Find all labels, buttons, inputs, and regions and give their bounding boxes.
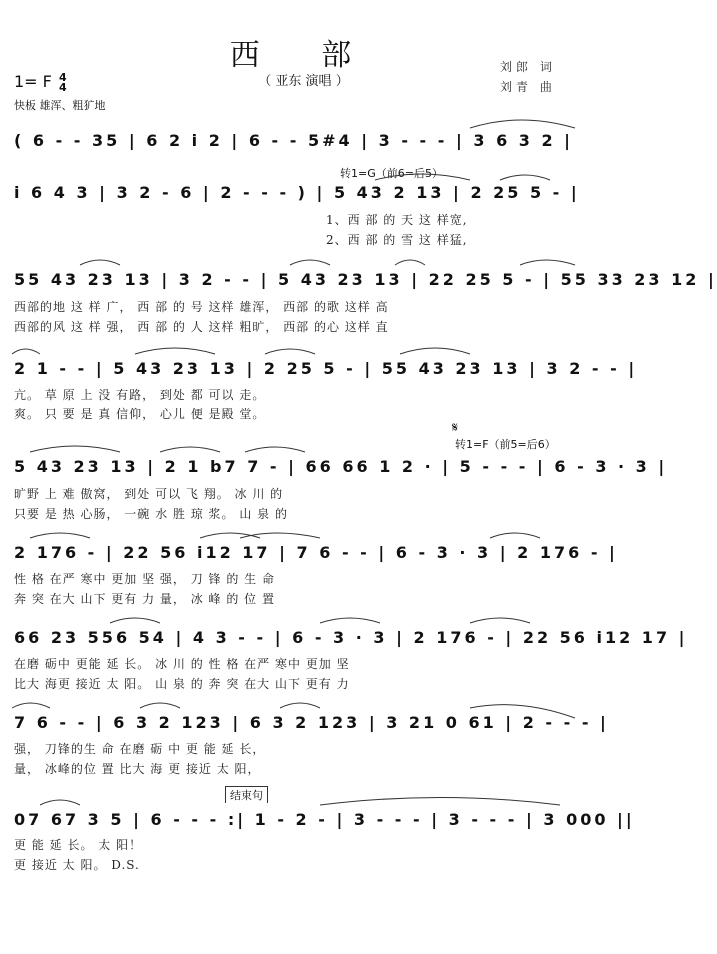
row-8-lyric-1: 强， 刀锋的生 命 在磨 砺 中 更 能 延 长， bbox=[14, 742, 266, 756]
tie-arc bbox=[470, 705, 575, 718]
ending-box: 结束句 bbox=[225, 786, 268, 803]
row-4-notes: 2 1 - - | 5 43 23 13 | 2 25 5 - | 55 43 23 13 | 3 2 - - | bbox=[14, 359, 638, 378]
tie-arc bbox=[30, 446, 120, 452]
singer-note: （ 亚东 演唱 ） bbox=[258, 74, 349, 89]
tie-arc bbox=[320, 798, 560, 806]
time-bottom: 4 bbox=[58, 80, 67, 94]
row-9-notes: 07 67 3 5 | 6 - - - :| 1 - 2 - | 3 - - - | 3 - - - | 3 000 || bbox=[14, 810, 635, 829]
row-7-lyric-1: 在磨 砺中 更能 延 长。 冰 川 的 性 格 在严 寒中 更加 坚 bbox=[14, 657, 350, 671]
tie-arc bbox=[135, 348, 215, 354]
key-label: 1= F bbox=[14, 72, 52, 91]
row-3-notes: 55 43 23 13 | 3 2 - - | 5 43 23 13 | 22 25 5 - | 55 33 23 12 | bbox=[14, 270, 717, 289]
tie-arc bbox=[265, 349, 315, 354]
row-6-lyric-2: 奔 突 在大 山下 更有 力 量， 冰 峰 的 位 置 bbox=[14, 592, 275, 606]
tie-arc bbox=[280, 703, 320, 708]
tie-arc bbox=[395, 260, 425, 265]
tie-arc bbox=[320, 618, 380, 623]
tie-arc bbox=[245, 447, 305, 452]
tie-arc bbox=[470, 618, 530, 623]
row-4-lyric-2: 爽。 只 要 是 真 信仰， 心儿 便 是殿 堂。 bbox=[14, 407, 266, 421]
row-4-lyric-1: 亢。 草 原 上 没 有路， 到处 都 可以 走。 bbox=[14, 388, 266, 402]
tie-arc bbox=[12, 703, 50, 708]
row-7-notes: 66 23 556 54 | 4 3 - - | 6 - 3 · 3 | 2 176 - | 22 56 i12 17 | bbox=[14, 628, 688, 647]
time-top: 4 bbox=[58, 70, 67, 84]
modulation-f: 转1=F（前5=后6） bbox=[455, 438, 556, 451]
row-6-notes: 2 176 - | 22 56 i12 17 | 7 6 - - | 6 - 3 · 3 | 2 176 - | bbox=[14, 543, 618, 562]
tie-arc bbox=[290, 260, 330, 265]
tie-arc bbox=[110, 618, 160, 623]
row-5-lyric-1: 旷野 上 难 傲窝， 到处 可以 飞 翔。 冰 川 的 bbox=[14, 487, 284, 501]
modulation-g: 转1=G（前6=后5） bbox=[340, 167, 443, 180]
row-9-lyric-1: 更 能 延 长。 太 阳！ bbox=[14, 838, 143, 852]
lyricist-credit: 刘郎 词 bbox=[500, 60, 556, 74]
tie-arc bbox=[30, 533, 90, 538]
tie-arc bbox=[490, 533, 540, 538]
tempo-marking: 快板 雄浑、粗犷地 bbox=[14, 99, 106, 112]
row-2-lyric-2: 2、西 部 的 雪 这 样猛, bbox=[326, 233, 468, 247]
row-8-lyric-2: 量， 冰峰的位 置 比大 海 更 接近 太 阳， bbox=[14, 762, 261, 776]
composer-credit: 刘青 曲 bbox=[500, 80, 556, 94]
row-3-lyric-1: 西部的地 这 样 广， 西 部 的 号 这样 雄浑， 西部 的歌 这样 高 bbox=[14, 300, 389, 314]
row-9-lyric-2: 更 接近 太 阳。 D.S. bbox=[14, 858, 140, 872]
row-6-lyric-1: 性 格 在严 寒中 更加 坚 强， 刀 锋 的 生 命 bbox=[14, 572, 275, 586]
tie-arc bbox=[470, 120, 575, 128]
row-5-lyric-2: 只要 是 热 心肠， 一碗 水 胜 琼 浆。 山 泉 的 bbox=[14, 507, 288, 521]
row-1-notes: ( 6 - - 35 | 6 2 i 2 | 6 - - 5#4 | 3 - - - | 3 6 3 2 | bbox=[14, 131, 574, 150]
row-7-lyric-2: 比大 海更 接近 太 阳。 山 泉 的 奔 突 在大 山下 更有 力 bbox=[14, 677, 350, 691]
tie-arc bbox=[12, 349, 40, 354]
row-3-lyric-2: 西部的风 这 样 强， 西 部 的 人 这样 粗旷， 西部 的心 这样 直 bbox=[14, 320, 389, 334]
tie-arc bbox=[500, 175, 550, 180]
tie-arc bbox=[400, 348, 470, 354]
row-2-notes: i 6 4 3 | 3 2 - 6 | 2 - - - ) | 5 43 2 13 | 2 25 5 - | bbox=[14, 183, 580, 202]
tie-arc bbox=[375, 174, 470, 180]
tie-arc bbox=[140, 703, 180, 708]
page-title: 西 部 bbox=[229, 38, 378, 73]
row-2-lyric-1: 1、西 部 的 天 这 样宽, bbox=[326, 213, 468, 227]
row-8-notes: 7 6 - - | 6 3 2 123 | 6 3 2 123 | 3 21 0 61 | 2 - - - | bbox=[14, 713, 609, 732]
tie-arc bbox=[240, 533, 320, 538]
segno-sign: 𝄋 bbox=[452, 420, 459, 436]
tie-arc bbox=[160, 447, 220, 452]
row-5-notes: 5 43 23 13 | 2 1 b7 7 - | 66 66 1 2 · | 5 - - - | 6 - 3 · 3 | bbox=[14, 457, 668, 476]
tie-arc bbox=[40, 800, 80, 805]
tie-arc bbox=[520, 260, 575, 265]
tie-arc bbox=[80, 260, 120, 265]
